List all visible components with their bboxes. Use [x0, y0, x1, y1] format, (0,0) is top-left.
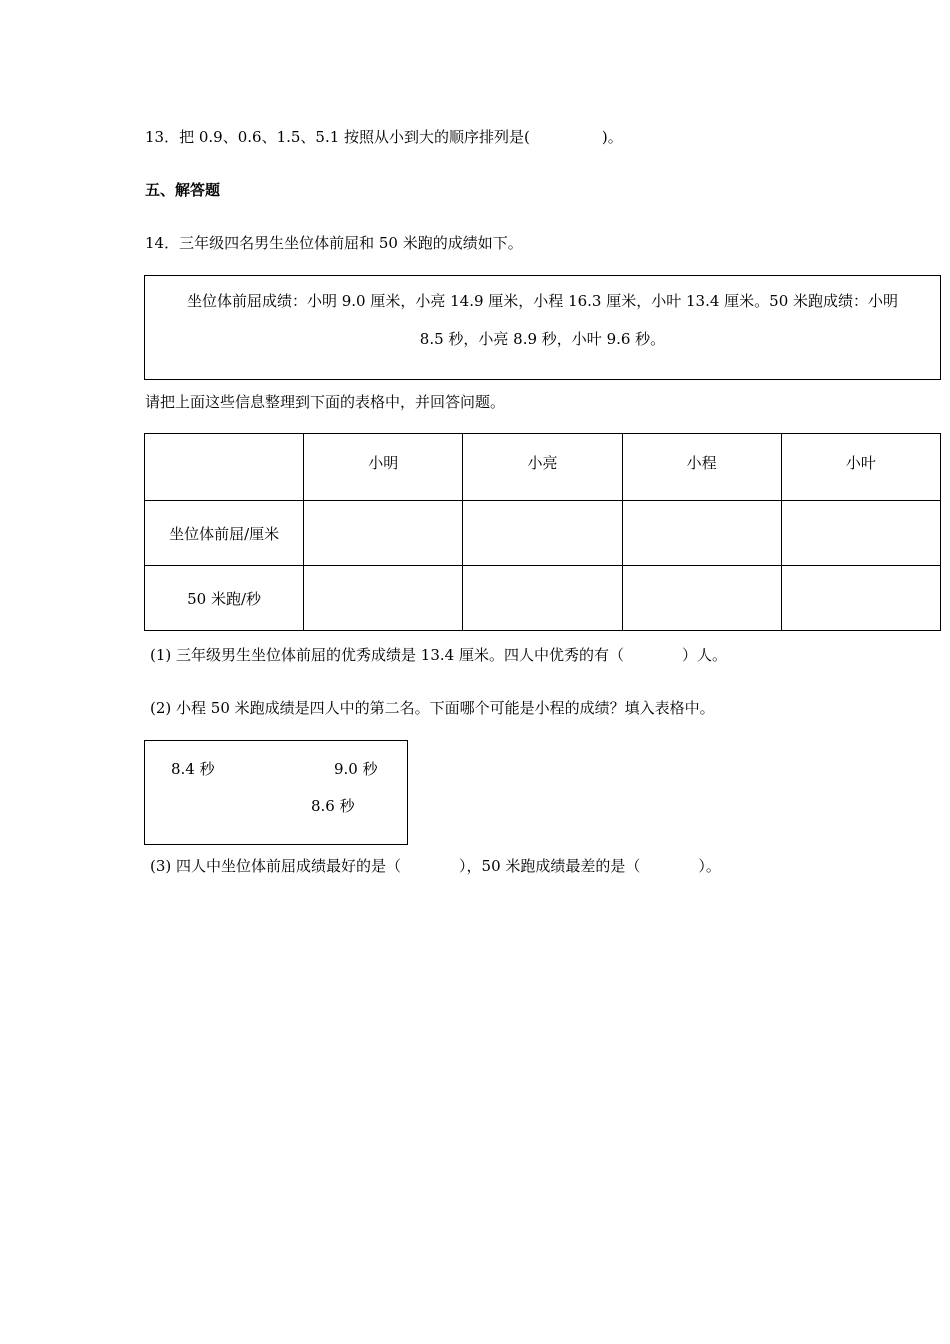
table-row [145, 566, 941, 631]
info-box [144, 275, 941, 380]
sub-question-1 [150, 644, 727, 665]
table-cell[interactable] [304, 501, 463, 566]
table-cell[interactable] [622, 566, 781, 631]
sub-question-1-end: ）人。 [681, 646, 727, 664]
sub-question-3-part2: ），50 米跑成绩最差的是（ [459, 857, 641, 875]
table-row [145, 501, 941, 566]
table-cell[interactable] [781, 501, 940, 566]
section-title: 五、解答题 [145, 181, 221, 199]
option-item: 9.0 秒 [334, 760, 378, 778]
question-13-end: )。 [601, 128, 623, 146]
header-cell-xiaocheng: 小程 [622, 434, 781, 501]
sub-question-2: (2) 小程 50 米跑成绩是四人中的第二名。下面哪个可能是小程的成绩？填入表格中。 [150, 699, 715, 717]
sub-question-3-part1: (3) 四人中坐位体前屈成绩最好的是（ [150, 857, 402, 875]
sub-question-3 [150, 855, 721, 876]
results-table [144, 433, 941, 631]
header-cell-empty [145, 434, 304, 501]
header-cell-xiaoye: 小叶 [781, 434, 940, 501]
question-14-intro: 14．三年级四名男生坐位体前屈和 50 米跑的成绩如下。 [145, 234, 523, 252]
question-13-text: 13．把 0.9、0.6、1.5、5.1 按照从小到大的顺序排列是( [145, 128, 530, 146]
option-item: 8.6 秒 [311, 797, 355, 815]
table-cell[interactable] [463, 566, 622, 631]
table-cell[interactable] [622, 501, 781, 566]
question-13 [145, 126, 623, 147]
instruction-text: 请把上面这些信息整理到下面的表格中，并回答问题。 [145, 393, 506, 411]
options-box [144, 740, 408, 845]
row-label-50m-run: 50 米跑/秒 [145, 566, 304, 631]
row-label-sit-reach: 坐位体前屈/厘米 [145, 501, 304, 566]
info-line-1: 坐位体前屈成绩：小明 9.0 厘米，小亮 14.9 厘米，小程 16.3 厘米，小叶 13.4 厘米。50 米跑成绩：小明 [186, 292, 899, 310]
info-line-2: 8.5 秒，小亮 8.9 秒，小叶 9.6 秒。 [419, 330, 666, 348]
table-header-row [145, 434, 941, 501]
table-cell[interactable] [463, 501, 622, 566]
table-cell[interactable] [781, 566, 940, 631]
header-cell-xiaoming: 小明 [304, 434, 463, 501]
header-cell-xiaoliang: 小亮 [463, 434, 622, 501]
option-item: 8.4 秒 [171, 760, 215, 778]
sub-question-3-part3: ）。 [698, 857, 721, 875]
table-cell[interactable] [304, 566, 463, 631]
sub-question-1-text: (1) 三年级男生坐位体前屈的优秀成绩是 13.4 厘米。四人中优秀的有（ [150, 646, 624, 664]
